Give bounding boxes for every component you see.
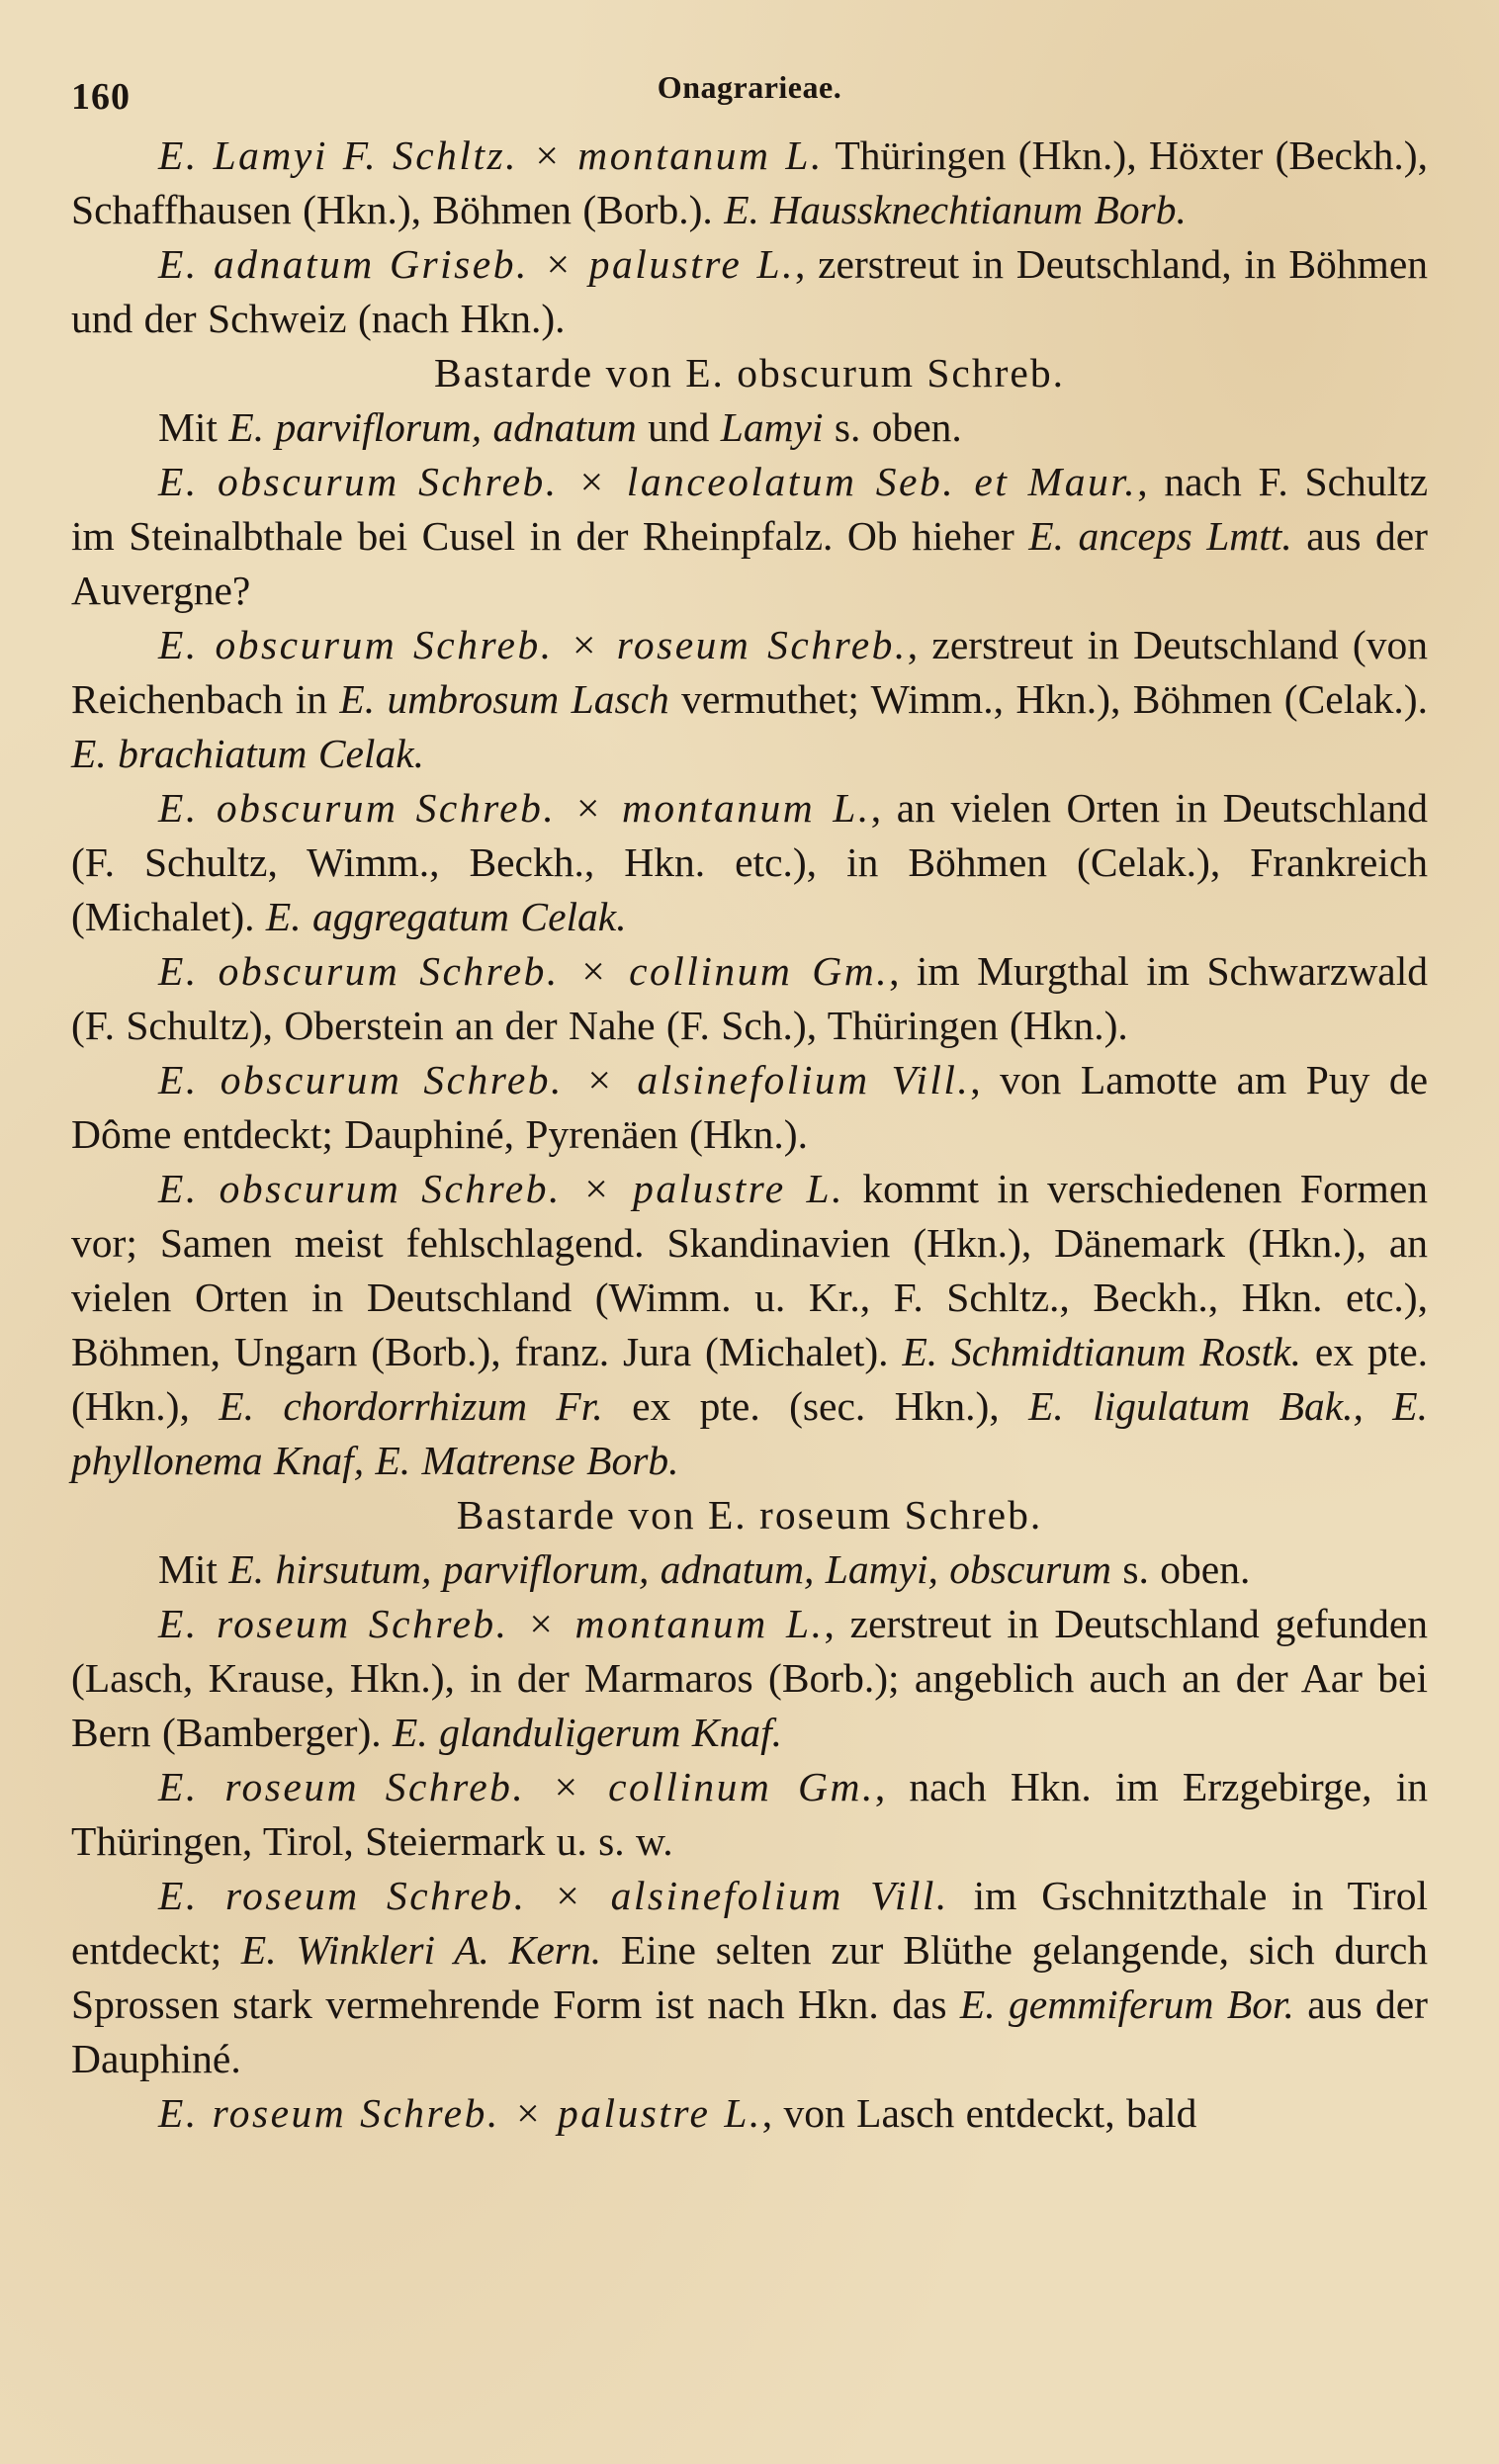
taxon-name: E. umbrosum Lasch	[339, 676, 669, 722]
text-run: und	[636, 404, 721, 450]
paragraph	[71, 129, 1428, 237]
text-run: Mit	[158, 1546, 229, 1592]
text-block-2	[71, 400, 1428, 1488]
text-run: , von Lamotte am Puy de Dôme entdeckt; Dauphiné, Pyrenäen (Hkn.).	[71, 1057, 1428, 1157]
taxon-name: E. roseum Schreb. × collinum Gm.	[158, 1764, 875, 1809]
text-run: Eine selten zur Blüthe gelangende, sich durch Sprossen stark vermehrende Form ist nach Hkn. das	[71, 1927, 1428, 2027]
taxon-name: E. adnatum Griseb. × palustre L.	[158, 241, 796, 287]
paragraph	[71, 618, 1428, 781]
page-header	[71, 69, 1428, 129]
paragraph	[71, 1760, 1428, 1869]
paragraph	[71, 1597, 1428, 1760]
taxon-name: E. brachiatum Celak.	[71, 731, 424, 776]
taxon-name: E. hirsutum, parviflorum, adnatum, Lamyi, obscurum	[228, 1546, 1111, 1592]
text-run: kommt in verschiedenen Formen vor; Samen meist fehlschlagend. Skandinavien (Hkn.), Dänemark (Hkn.), an vielen Orten in Deutschland (Wimm. u. Kr., F. Schltz., Beckh., Hkn. etc.), Böhmen, Ungarn (Borb.), franz. Jura (Michalet).	[71, 1166, 1428, 1374]
taxon-name: E. anceps Lmtt.	[1028, 513, 1292, 559]
text-block-3	[71, 1542, 1428, 2141]
paragraph	[71, 1869, 1428, 2086]
taxon-name: E. obscurum Schreb. × montanum L.	[158, 785, 871, 831]
text-run: , im Murgthal im Schwarzwald (F. Schultz), Oberstein an der Nahe (F. Sch.), Thüringen (Hkn.).	[71, 948, 1428, 1048]
taxon-name: E. roseum Schreb. × palustre L.	[158, 2090, 762, 2136]
text-run: ex pte. (Hkn.),	[71, 1329, 1428, 1429]
taxon-name: E. roseum Schreb. × alsinefolium Vill.	[158, 1873, 949, 1918]
taxon-name: Lamyi	[720, 404, 824, 450]
paragraph	[71, 455, 1428, 618]
running-title: Onagrarieae.	[657, 69, 842, 105]
text-run: ex pte. (sec. Hkn.),	[602, 1383, 1029, 1429]
taxon-name: E. Lamyi F. Schltz. × montanum L.	[158, 132, 824, 178]
taxon-name: E. parviflorum, adnatum	[228, 404, 637, 450]
paragraph	[71, 1053, 1428, 1162]
text-run: , zerstreut in Deutschland, in Böhmen und der Schweiz (nach Hkn.).	[71, 241, 1428, 341]
taxon-name: E. glanduligerum Knaf.	[393, 1710, 782, 1755]
taxon-name: E. obscurum Schreb. × collinum Gm.	[158, 948, 890, 994]
text-block-1	[71, 129, 1428, 346]
text-run: aus der Auvergne?	[71, 513, 1428, 613]
page-number: 160	[71, 76, 131, 118]
text-run: s. oben.	[1111, 1546, 1251, 1592]
taxon-name: E. gemmiferum Bor.	[959, 1981, 1294, 2027]
paragraph	[71, 400, 1428, 455]
text-run: , nach F. Schultz im Steinalbthale bei Cusel in der Rheinpfalz. Ob hieher	[71, 459, 1428, 559]
section-heading-obscurum: Bastarde von E. obscurum Schreb.	[434, 350, 1065, 396]
text-run: Mit	[158, 404, 229, 450]
text-run: Thüringen (Hkn.), Höxter (Beckh.), Schaffhausen (Hkn.), Böhmen (Borb.).	[71, 132, 1428, 232]
taxon-name: E. chordorrhizum Fr.	[219, 1383, 603, 1429]
text-run: , zerstreut in Deutschland (von Reichenbach in	[71, 622, 1428, 722]
taxon-name: E. Schmidtianum Rostk.	[902, 1329, 1301, 1374]
taxon-name: E. obscurum Schreb. × roseum Schreb.	[158, 622, 908, 667]
paragraph	[71, 1542, 1428, 1597]
paragraph	[71, 2086, 1428, 2141]
taxon-name: E. obscurum Schreb. × alsinefolium Vill.	[158, 1057, 971, 1102]
text-run: , an vielen Orten in Deutschland (F. Schultz, Wimm., Beckh., Hkn. etc.), in Böhmen (Celak.), Frankreich (Michalet).	[71, 785, 1429, 939]
paragraph	[71, 781, 1428, 944]
text-run: , nach Hkn. im Erzgebirge, in Thüringen, Tirol, Steiermark u. s. w.	[71, 1764, 1428, 1864]
section-heading-roseum: Bastarde von E. roseum Schreb.	[456, 1492, 1043, 1538]
taxon-name: E. Haussknechtianum Borb.	[724, 187, 1187, 232]
paragraph	[71, 1162, 1428, 1488]
paragraph	[71, 944, 1428, 1053]
text-run: vermuthet; Wimm., Hkn.), Böhmen (Celak.).	[668, 676, 1428, 722]
taxon-name: E. obscurum Schreb. × lanceolatum Seb. et Maur.	[158, 459, 1138, 504]
taxon-name: E. ligulatum Bak., E. phyllonema Knaf, E. Matrense Borb.	[71, 1383, 1428, 1483]
text-run: im Gschnitzthale in Tirol entdeckt;	[71, 1873, 1428, 1973]
text-run: s. oben.	[823, 404, 962, 450]
taxon-name: E. aggregatum Celak.	[265, 894, 627, 939]
text-run: aus der Dauphiné.	[71, 1981, 1428, 2081]
paragraph	[71, 237, 1428, 346]
taxon-name: E. obscurum Schreb. × palustre L.	[158, 1166, 845, 1211]
text-run: , zerstreut in Deutschland gefunden (Lasch, Krause, Hkn.), in der Marmaros (Borb.); angeblich auch an der Aar bei Bern (Bamberger).	[71, 1601, 1428, 1755]
taxon-name: E. Winkleri A. Kern.	[240, 1927, 602, 1973]
text-run: , von Lasch entdeckt, bald	[761, 2090, 1197, 2136]
taxon-name: E. roseum Schreb. × montanum L.	[158, 1601, 825, 1646]
